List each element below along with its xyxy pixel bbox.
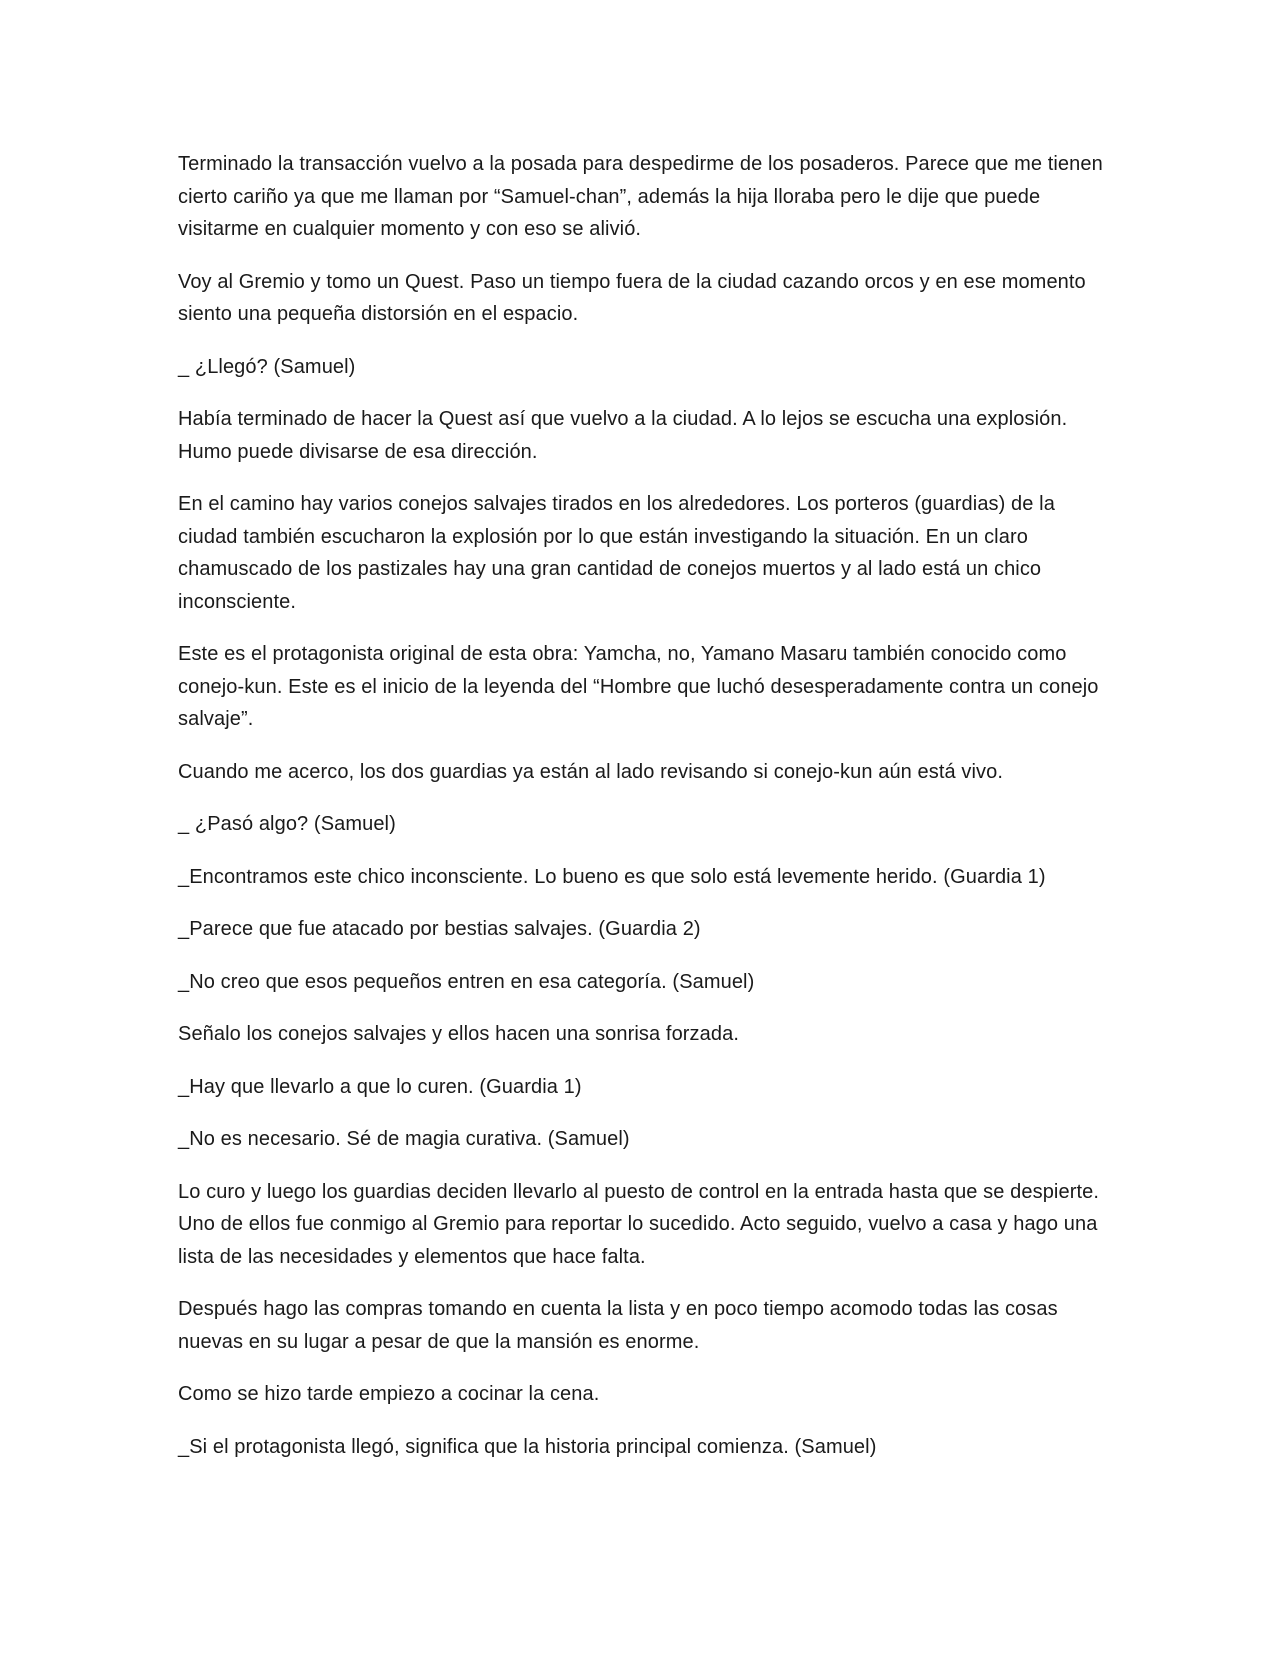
paragraph: Este es el protagonista original de esta obra: Yamcha, no, Yamano Masaru también conocido como conejo-kun. Este es el inicio de la leyenda del “Hombre que luchó desesperadamente contra un conejo salvaje”.	[178, 643, 1099, 730]
dialogue-line: _No es necesario. Sé de magia curativa. (Samuel)	[178, 1128, 630, 1150]
dialogue-line: _Parece que fue atacado por bestias salvajes. (Guardia 2)	[178, 918, 701, 940]
paragraph: Voy al Gremio y tomo un Quest. Paso un tiempo fuera de la ciudad cazando orcos y en ese momento siento una pequeña distorsión en el espacio.	[178, 270, 1086, 325]
dialogue-line: _ ¿Pasó algo? (Samuel)	[178, 813, 396, 835]
paragraph: Como se hizo tarde empiezo a cocinar la cena.	[178, 1383, 600, 1405]
dialogue-line: _Si el protagonista llegó, significa que la historia principal comienza. (Samuel)	[178, 1435, 877, 1458]
dialogue-line: _No creo que esos pequeños entren en esa categoría. (Samuel)	[178, 970, 755, 993]
paragraph: En el camino hay varios conejos salvajes tirados en los alrededores. Los porteros (guardias) de la ciudad también escucharon la explosión por lo que están investigando la situación. En un claro chamuscado de los pastizales hay una gran cantidad de conejos muertos y al lado está un chico inconsciente.	[178, 493, 1055, 613]
paragraph: Cuando me acerco, los dos guardias ya están al lado revisando si conejo-kun aún está vivo.	[178, 760, 1004, 783]
paragraph: Señalo los conejos salvajes y ellos hacen una sonrisa forzada.	[178, 1023, 739, 1045]
paragraph: Lo curo y luego los guardias deciden llevarlo al puesto de control en la entrada hasta que se despierte. Uno de ellos fue conmigo al Gremio para reportar lo sucedido. Acto seguido, vuelvo a casa y hago una lista de las necesidades y elementos que hace falta.	[178, 1180, 1099, 1268]
dialogue-line: _Encontramos este chico inconsciente. Lo bueno es que solo está levemente herido. (Guardia 1)	[178, 865, 1046, 888]
dialogue-line: _Hay que llevarlo a que lo curen. (Guardia 1)	[178, 1075, 582, 1098]
dialogue-line: _ ¿Llegó? (Samuel)	[178, 355, 356, 378]
document-body	[178, 148, 1118, 1483]
paragraph: Había terminado de hacer la Quest así que vuelvo a la ciudad. A lo lejos se escucha una explosión. Humo puede divisarse de esa dirección.	[178, 408, 1068, 463]
paragraph: Terminado la transacción vuelvo a la posada para despedirme de los posaderos. Parece que me tienen cierto cariño ya que me llaman por “Samuel-chan”, además la hija lloraba pero le dije que puede visitarme en cualquier momento y con eso se alivió.	[178, 153, 1103, 240]
paragraph: Después hago las compras tomando en cuenta la lista y en poco tiempo acomodo todas las cosas nuevas en su lugar a pesar de que la mansión es enorme.	[178, 1298, 1058, 1353]
